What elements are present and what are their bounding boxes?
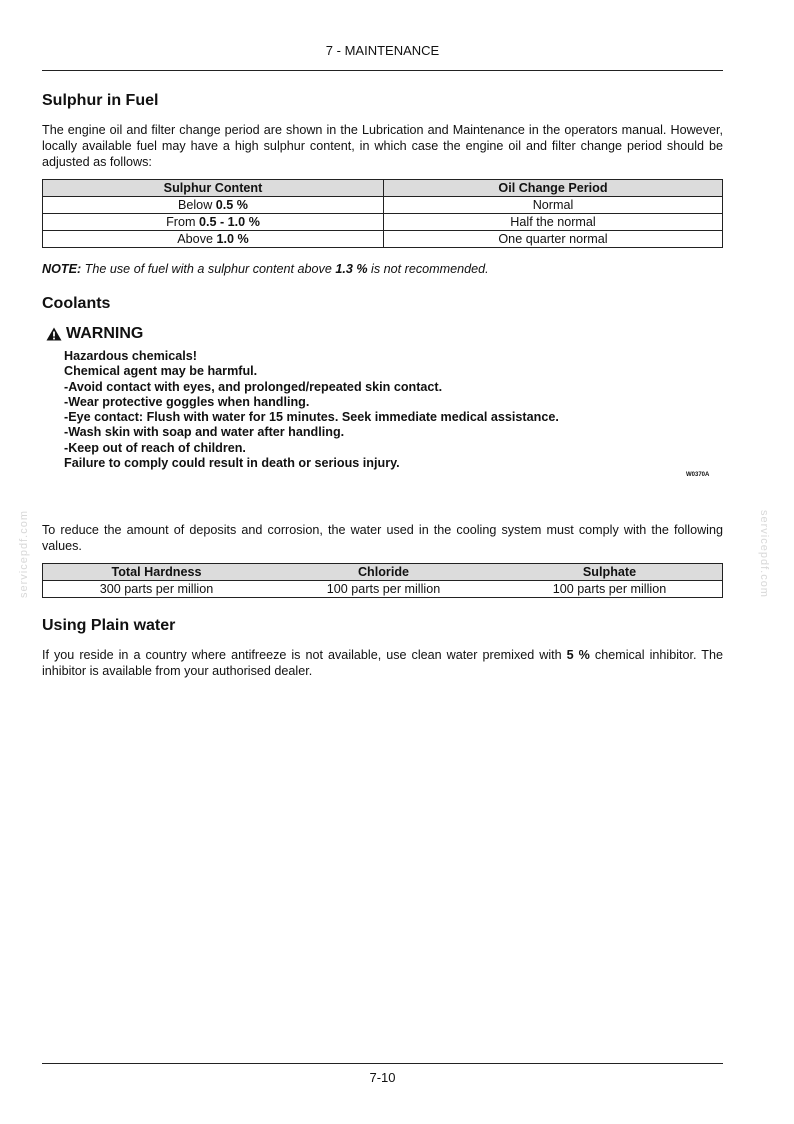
plain-water-value: 5 % — [566, 648, 590, 662]
note-text-after: is not recommended. — [367, 262, 489, 276]
table-row — [43, 231, 723, 248]
warning-triangle-icon — [46, 327, 62, 341]
cell-value: 0.5 - 1.0 % — [198, 214, 260, 229]
warning-title: WARNING — [66, 325, 144, 342]
table-cell: 100 parts per million — [270, 581, 497, 598]
page-header: 7 - MAINTENANCE — [325, 43, 440, 58]
note-label: NOTE: — [42, 262, 82, 276]
table-cell: 100 parts per million — [497, 581, 723, 598]
table-cell: One quarter normal — [384, 231, 723, 248]
table-cell: Normal — [384, 197, 723, 214]
sulphur-table — [42, 179, 723, 248]
coolant-table — [42, 563, 723, 598]
page-number: 7-10 — [369, 1070, 396, 1085]
plain-water-text-after: chemical inhibitor. The inhibitor is available from your authorised dealer. — [42, 648, 723, 678]
cell-prefix: From — [166, 214, 199, 229]
plain-water-text-before: If you reside in a country where antifreeze is not available, use clean water premixed with — [42, 648, 567, 662]
warning-line: -Avoid contact with eyes, and prolonged/repeated skin contact. — [64, 379, 443, 394]
sulphur-heading: Sulphur in Fuel — [42, 92, 159, 109]
table-cell — [43, 231, 384, 248]
cell-prefix: Above — [177, 231, 217, 246]
header-rule — [42, 70, 723, 71]
table-row — [43, 214, 723, 231]
warning-line: -Wash skin with soap and water after handling. — [64, 425, 345, 440]
cell-value: 1.0 % — [216, 231, 249, 246]
table-cell — [43, 197, 384, 214]
table-header-cell: Sulphate — [497, 564, 723, 581]
table-header-cell: Sulphur Content — [43, 180, 384, 197]
table-header-cell: Total Hardness — [43, 564, 271, 581]
footer-rule — [42, 1063, 723, 1064]
table-row — [43, 197, 723, 214]
table-row — [43, 581, 723, 598]
note-text-before: The use of fuel with a sulphur content above — [81, 262, 336, 276]
table-header-cell: Oil Change Period — [384, 180, 723, 197]
plain-water-heading: Using Plain water — [42, 617, 176, 634]
table-header-cell: Chloride — [270, 564, 497, 581]
warning-line: -Keep out of reach of children. — [64, 440, 246, 455]
warning-line: Chemical agent may be harmful. — [64, 364, 258, 379]
coolants-intro: To reduce the amount of deposits and corrosion, the water used in the cooling system must comply with the following values. — [42, 523, 723, 553]
note-value: 1.3 % — [335, 262, 368, 276]
watermark-right: servicepdf.com — [758, 510, 770, 598]
cell-prefix: Below — [177, 197, 216, 212]
warning-list — [64, 349, 559, 471]
plain-water-text — [42, 647, 723, 679]
warning-line: -Wear protective goggles when handling. — [64, 394, 310, 409]
warning-line: -Eye contact: Flush with water for 15 minutes. Seek immediate medical assistance. — [64, 410, 559, 425]
warning-line: Hazardous chemicals! — [64, 349, 197, 363]
table-cell: Half the normal — [384, 214, 723, 231]
table-cell: 300 parts per million — [43, 581, 271, 598]
table-header-row — [43, 180, 723, 197]
coolants-heading: Coolants — [42, 295, 111, 312]
sulphur-note — [42, 262, 489, 276]
table-cell — [43, 214, 384, 231]
table-header-row — [43, 564, 723, 581]
sulphur-intro: The engine oil and filter change period are shown in the Lubrication and Maintenance in the operators manual. However, locally available fuel may have a high sulphur content, in which case the engine oil and filter change period should be adjusted as follows: — [42, 123, 723, 169]
watermark-left: servicepdf.com — [18, 510, 30, 598]
warning-code: W0370A — [686, 472, 710, 478]
cell-value: 0.5 % — [215, 197, 249, 212]
warning-line: Failure to comply could result in death or serious injury. — [64, 456, 400, 471]
warning-header — [46, 325, 143, 343]
